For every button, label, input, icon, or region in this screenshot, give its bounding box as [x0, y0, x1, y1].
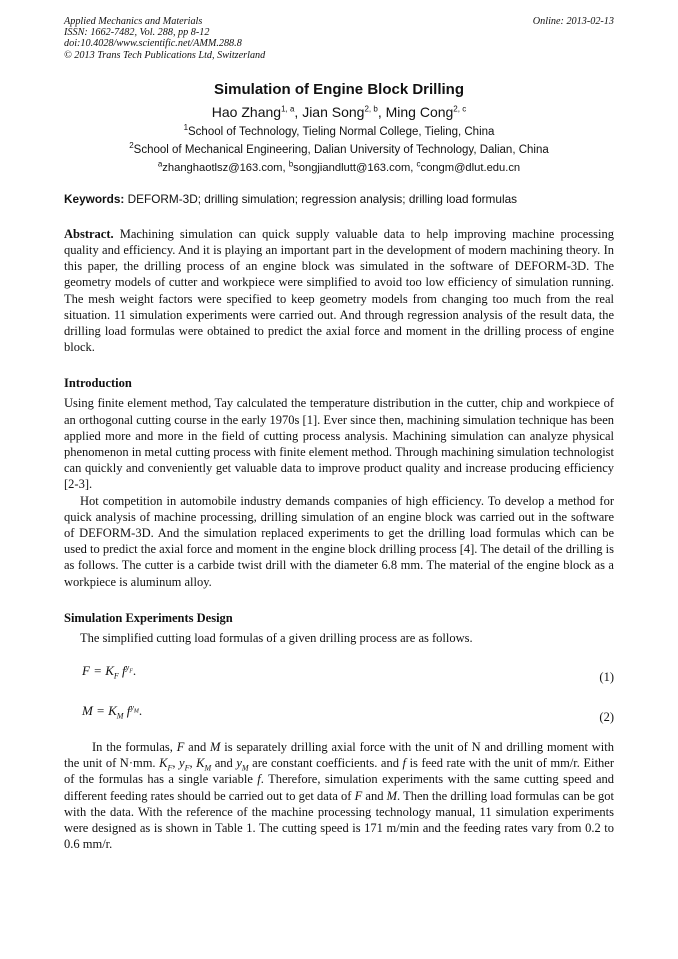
affiliation-2	[64, 140, 614, 156]
author-list: Hao Zhang$^{1, a}$, Jian Song$^{2, b}$, Ming Cong$^{2, c}$	[211, 103, 467, 120]
author-name: Ming Cong	[385, 103, 454, 120]
doi-line[interactable]: doi:10.4028/www.scientific.net/AMM.288.8	[64, 38, 242, 50]
journal-name: Applied Mechanics and Materials	[64, 16, 203, 27]
section-heading-design: Simulation Experiments Design	[64, 610, 233, 625]
affiliation-text: School of Technology, Tieling Normal College, Tieling, China	[188, 125, 495, 138]
online-date: Online: 2013-02-13	[532, 16, 614, 27]
affiliation-mark: 2	[129, 140, 134, 150]
abstract-text: Machining simulation can quick supply valuable data to help improving machine processing quality and efficiency. And it is playing an important part in the development of modern machining theory. In this paper, the drilling process of an engine block was simulated in the software of DEFORM-3D. The geometry models of cutter and workpiece were simplified to avoid too low efficiency of simulation running. The mesh weight factors were specified to keep geometry models from changing too much from the real situation. 11 simulation experiments were carried out. And through regression analysis of the result data, the drilling load formulas were obtained to predict the axial force and moment in the drilling process of engine block.	[64, 226, 614, 355]
copyright-line: © 2013 Trans Tech Publications Ltd, Switzerland	[64, 49, 266, 61]
introduction-paragraph-1: Using finite element method, Tay calculated the temperature distribution in the cutter, chip and workpiece of an orthogonal cutting course in the early 1970s [1]. Ever since then, machining simulation technique has been applied more and more in the field of cutting process analysis. Machining simulation can analyze physical phenomenon in metal cutting process with finite element method. Through machining simulation technologist can quickly and conveniently get valuable data to improve product quality and increase producing efficiency [2-3].	[64, 396, 615, 492]
abstract-label: Abstract.	[64, 226, 114, 241]
keywords	[64, 192, 614, 206]
author-name: Jian Song	[302, 103, 365, 120]
design-paragraph: In the formulas, F and M is separately drilling axial force with the unit of N and drilling moment with the unit of N·mm. $K_F$, $y_F$, $K_M$ and $y_M$ are constant coefficients. and f is feed rate with the unit of mm/r. Either of the formulas has a single variable f. Therefore, simulation experiments with the same cutting speed and different feeding rates should be carried out to get data of F and M. Then the drilling load formulas can be got with the data. With the reference of the machine processing technology manual, 11 simulation experiments were designed as is shown in Table 1. The cutting speed is 171 m/min and the feeding rates vary from 0.2 to 0.6 mm/r.	[64, 740, 614, 852]
journal-header	[64, 16, 614, 61]
equation-2-number: (2)	[599, 710, 614, 725]
author-name: Hao Zhang	[211, 103, 282, 120]
design-intro: The simplified cutting load formulas of a given drilling process are as follows.	[80, 630, 473, 645]
email-link[interactable]: songjiandlutt@163.com	[293, 161, 411, 174]
email-mark: b	[288, 159, 294, 169]
paper-page	[64, 16, 614, 853]
affiliation-1	[64, 122, 614, 138]
equation-1-expression: $F = K_F$ $f^{y_F}$.	[82, 662, 137, 681]
issn-line: ISSN: 1662-7482, Vol. 288, pp 8-12	[64, 27, 210, 39]
keywords-label: Keywords:	[64, 191, 125, 206]
paper-title: Simulation of Engine Block Drilling	[213, 80, 464, 98]
email-mark: c	[416, 159, 421, 169]
email-mark: a	[157, 159, 163, 169]
equation-2-expression: $M = K_M$ $f^{y_M}$.	[82, 702, 143, 721]
affiliation-text: School of Mechanical Engineering, Dalian University of Technology, Dalian, China	[133, 143, 549, 156]
author-marks: 2, b	[364, 104, 378, 114]
introduction-paragraph-2: Hot competition in automobile industry demands companies of high efficiency. To develop a method for quick analysis of machine processing, drilling simulation of an engine block was carried out in the software of DEFORM-3D. And the simulation replaced experiments to get the drilling load formulas which can be used to predict the axial force and moment in the engine block drilling process [4]. The detail of the drilling is as follows. The cutter is a carbide twist drill with the diameter 6.8 mm. The material of the engine block as a workpiece is aluminum alloy.	[64, 493, 614, 589]
email-link[interactable]: zhanghaotlsz@163.com	[162, 161, 283, 174]
author-marks: 2, c	[453, 104, 467, 114]
email-link[interactable]: congm@dlut.edu.cn	[420, 161, 521, 174]
equation-1-number: (1)	[599, 670, 614, 685]
keywords-text: DEFORM-3D; drilling simulation; regression analysis; drilling load formulas	[127, 191, 518, 206]
abstract	[64, 226, 614, 356]
affiliation-mark: 1	[183, 122, 189, 132]
equation-1	[64, 663, 614, 685]
section-heading-introduction: Introduction	[64, 376, 132, 391]
author-marks: 1, a	[281, 104, 295, 114]
equation-2	[64, 703, 614, 725]
email-list: $^a$zhanghaotlsz@163.com, $^b$songjiandlutt@163.com, $^c$congm@dlut.edu.cn	[157, 159, 521, 174]
